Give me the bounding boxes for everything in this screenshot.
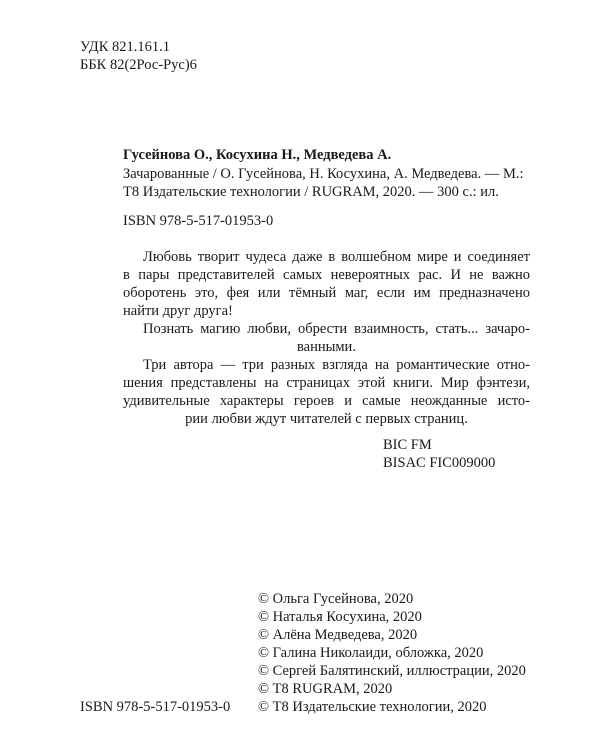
isbn-main: ISBN 978-5-517-01953-0 [123, 213, 274, 229]
bic-code: BIC FM [383, 437, 432, 453]
annotation-line: Любовь творит чудеса даже в волшебном мире и соединяет [143, 249, 530, 265]
annotation-line: найти друг друга! [123, 303, 233, 319]
bibliographic-line-1: Зачарованные / О. Гусейнова, Н. Косухина, А. Медведева. — М.: [123, 166, 524, 182]
annotation-line: Три автора — три разных взгляда на романтические отно- [143, 357, 530, 373]
annotation-line: в пары представителей самых невероятных рас. И не важно [123, 267, 530, 283]
isbn-footer: ISBN 978-5-517-01953-0 [80, 699, 231, 715]
bbk-code: ББК 82(2Рос-Рус)6 [80, 57, 197, 73]
annotation-line: шения представлены на страницах этой книги. Мир фэнтези, [123, 375, 530, 391]
annotation-line: оборотень это, фея или тёмный маг, если им предназначено [123, 285, 530, 301]
copyright-line: © Т8 Издательские технологии, 2020 [258, 699, 487, 715]
copyright-line: © Сергей Балятинский, иллюстрации, 2020 [258, 663, 526, 679]
bibliographic-line-2: Т8 Издательские технологии / RUGRAM, 2020. — 300 с.: ил. [123, 184, 499, 200]
copyright-line: © Т8 RUGRAM, 2020 [258, 681, 393, 697]
copyright-line: © Алёна Медведева, 2020 [258, 627, 418, 643]
udk-code: УДК 821.161.1 [80, 39, 170, 55]
copyright-line: © Галина Николаиди, обложка, 2020 [258, 645, 484, 661]
annotation-line: удивительные характеры героев и самые неожданные исто- [123, 393, 530, 409]
copyright-line: © Ольга Гусейнова, 2020 [258, 591, 414, 607]
authors-heading: Гусейнова О., Косухина Н., Медведева А. [123, 147, 392, 163]
annotation-line: ванными. [297, 339, 356, 355]
copyright-line: © Наталья Косухина, 2020 [258, 609, 422, 625]
bisac-code: BISAC FIC009000 [383, 455, 496, 471]
annotation-line: Познать магию любви, обрести взаимность, стать... зачаро- [143, 321, 530, 337]
annotation-line: рии любви ждут читателей с первых страниц. [185, 411, 468, 427]
